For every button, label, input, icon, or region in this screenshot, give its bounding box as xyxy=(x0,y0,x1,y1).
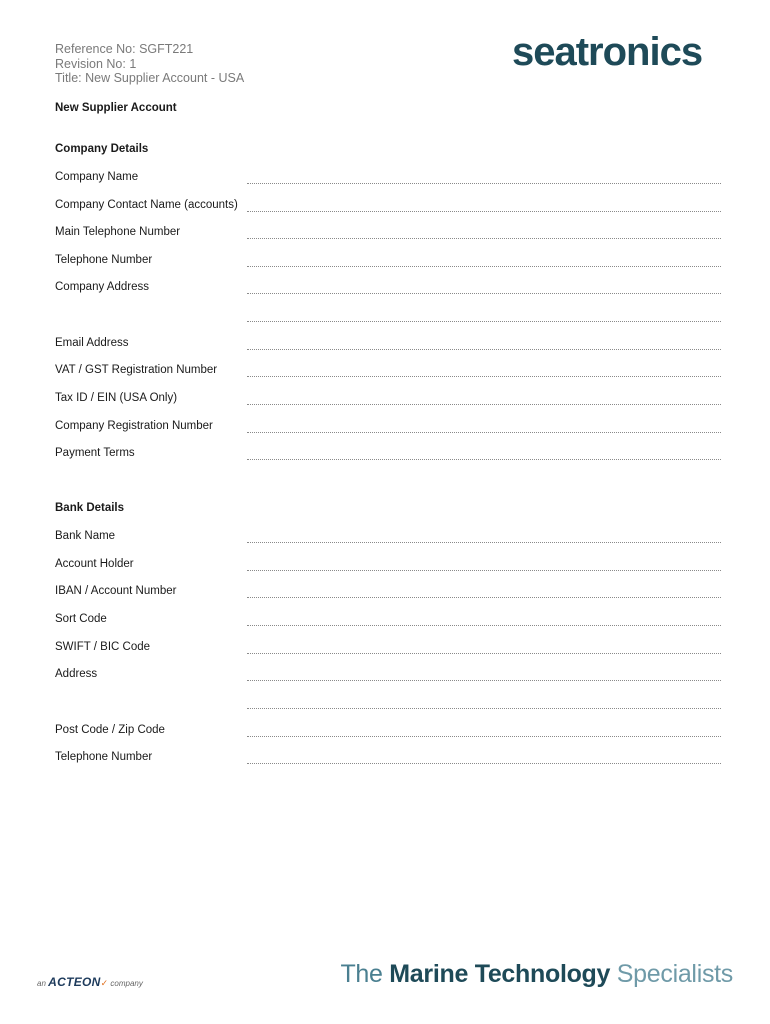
acteon-company-mark xyxy=(37,975,143,989)
reference-number: Reference No: SGFT221 xyxy=(55,42,194,56)
telephone-field[interactable] xyxy=(247,266,721,267)
swift-bic-label: SWIFT / BIC Code xyxy=(55,641,151,653)
company-tagline xyxy=(340,960,733,989)
bank-address-field-line2[interactable] xyxy=(247,708,721,709)
bank-name-label: Bank Name xyxy=(55,530,116,542)
acteon-logo: ACTEON xyxy=(48,975,101,989)
iban-field[interactable] xyxy=(247,597,721,598)
telephone-label: Telephone Number xyxy=(55,254,153,266)
company-name-label: Company Name xyxy=(55,171,139,183)
bank-address-label: Address xyxy=(55,668,98,680)
post-code-field[interactable] xyxy=(247,736,721,737)
post-code-label: Post Code / Zip Code xyxy=(55,724,165,736)
company-name-field[interactable] xyxy=(247,183,721,184)
company-contact-name-field[interactable] xyxy=(247,211,721,212)
company-address-field-line1[interactable] xyxy=(247,293,721,294)
vat-gst-field[interactable] xyxy=(247,376,721,377)
vat-gst-label: VAT / GST Registration Number xyxy=(55,364,218,376)
email-address-field[interactable] xyxy=(247,349,721,350)
revision-number: Revision No: 1 xyxy=(55,56,137,71)
swift-bic-field[interactable] xyxy=(247,653,721,654)
email-address-label: Email Address xyxy=(55,337,129,349)
bank-details-heading: Bank Details xyxy=(55,502,125,514)
sort-code-label: Sort Code xyxy=(55,613,107,625)
tagline-part1: The xyxy=(340,960,383,988)
company-contact-name-label: Company Contact Name (accounts) xyxy=(55,199,238,211)
account-holder-label: Account Holder xyxy=(55,558,134,570)
acteon-prefix: an xyxy=(37,979,46,988)
tax-id-field[interactable] xyxy=(247,404,721,405)
main-telephone-field[interactable] xyxy=(247,238,721,239)
bank-name-field[interactable] xyxy=(247,542,721,543)
bank-telephone-label: Telephone Number xyxy=(55,751,153,763)
tagline-part3: Specialists xyxy=(616,960,733,988)
account-holder-field[interactable] xyxy=(247,570,721,571)
acteon-swoosh-icon: ✓ xyxy=(100,978,109,988)
seatronics-logo: seatronics xyxy=(512,30,703,74)
document-title-meta: Title: New Supplier Account - USA xyxy=(55,71,245,85)
acteon-suffix: company xyxy=(110,979,143,988)
bank-telephone-field[interactable] xyxy=(247,763,721,764)
main-telephone-label: Main Telephone Number xyxy=(55,226,181,238)
tax-id-label: Tax ID / EIN (USA Only) xyxy=(55,392,178,404)
payment-terms-field[interactable] xyxy=(247,459,721,460)
sort-code-field[interactable] xyxy=(247,625,721,626)
bank-address-field-line1[interactable] xyxy=(247,680,721,681)
company-registration-label: Company Registration Number xyxy=(55,420,213,432)
company-details-heading: Company Details xyxy=(55,143,149,155)
tagline-part2: Marine Technology xyxy=(389,960,611,988)
company-address-field-line2[interactable] xyxy=(247,321,721,322)
company-address-label: Company Address xyxy=(55,281,149,293)
payment-terms-label: Payment Terms xyxy=(55,447,135,459)
company-registration-field[interactable] xyxy=(247,432,721,433)
form-title: New Supplier Account xyxy=(55,102,177,114)
iban-label: IBAN / Account Number xyxy=(55,585,177,597)
document-meta xyxy=(55,42,244,86)
